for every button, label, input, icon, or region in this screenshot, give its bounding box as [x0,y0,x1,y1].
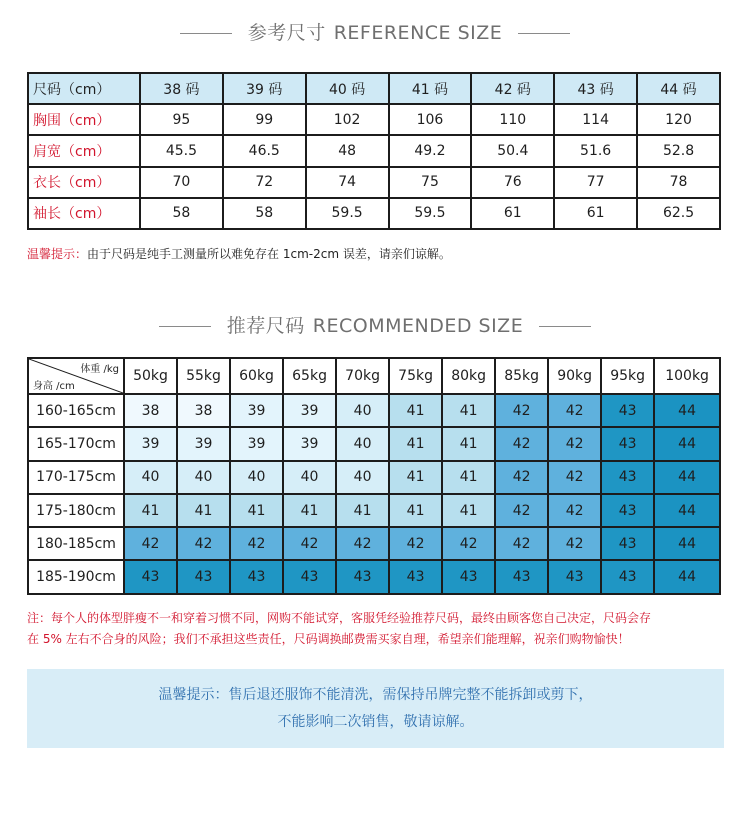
size-cell: 41 [336,494,389,527]
measurement-cell: 78 [637,167,720,198]
size-cell: 43 [495,560,548,593]
measurement-cell: 58 [140,198,223,229]
header-cell-size: 39 码 [223,73,306,104]
size-cell: 44 [654,461,720,494]
size-cell: 42 [230,527,283,560]
size-cell: 43 [601,461,654,494]
size-cell: 38 [177,394,230,427]
size-cell: 43 [389,560,442,593]
disclaimer-line-2: 在 5% 左右不合身的风险；我们不承担这些责任，尺码调换邮费需买家自理，希望亲们能理解，祝亲们购物愉快！ [27,632,630,646]
height-label: 160-165cm [28,394,124,427]
table-row [28,494,720,527]
height-label: 175-180cm [28,494,124,527]
measurement-cell: 74 [306,167,389,198]
table-header-row [28,358,720,394]
measurement-cell: 59.5 [306,198,389,229]
measurement-cell: 76 [471,167,554,198]
size-cell: 41 [283,494,336,527]
size-cell: 43 [601,560,654,593]
size-cell: 44 [654,494,720,527]
corner-weight-label: 体重 /kg [80,364,119,375]
title-divider-left [159,326,211,327]
measurement-cell: 58 [223,198,306,229]
measurement-note-text: 由于尺码是纯手工测量所以难免存在 1cm-2cm 误差，请亲们谅解。 [87,247,451,261]
size-cell: 42 [124,527,177,560]
size-cell: 42 [495,494,548,527]
measurement-cell: 106 [389,104,472,135]
size-cell: 42 [495,527,548,560]
size-cell: 43 [230,560,283,593]
reference-title [0,18,750,45]
measurement-cell: 46.5 [223,135,306,166]
measurement-cell: 70 [140,167,223,198]
measurement-note [27,245,451,262]
size-cell: 40 [336,427,389,460]
height-label: 180-185cm [28,527,124,560]
size-cell: 42 [283,527,336,560]
weight-header-cell: 60kg [230,358,283,394]
weight-header-cell: 55kg [177,358,230,394]
size-cell: 43 [283,560,336,593]
size-cell: 43 [601,394,654,427]
table-row [28,198,720,229]
size-cell: 42 [495,461,548,494]
size-cell: 42 [442,527,495,560]
size-cell: 39 [230,427,283,460]
size-cell: 40 [177,461,230,494]
size-cell: 42 [495,394,548,427]
size-cell: 39 [124,427,177,460]
weight-header-cell: 50kg [124,358,177,394]
reference-title-en: REFERENCE SIZE [333,22,503,44]
table-row [28,461,720,494]
reference-title-zh: 参考尺寸 [247,22,326,44]
weight-header-cell: 100kg [654,358,720,394]
header-cell-size: 43 码 [554,73,637,104]
recommended-title-en: RECOMMENDED SIZE [312,315,524,337]
size-cell: 42 [336,527,389,560]
header-cell-size: 40 码 [306,73,389,104]
size-cell: 41 [389,427,442,460]
weight-header-cell: 90kg [548,358,601,394]
size-cell: 39 [177,427,230,460]
size-cell: 41 [177,494,230,527]
size-cell: 42 [548,494,601,527]
header-cell-size-label: 尺码（cm） [28,73,140,104]
header-cell-size: 42 码 [471,73,554,104]
table-header-row [28,73,720,104]
after-sales-tip-box [27,669,724,748]
table-row [28,135,720,166]
measurement-cell: 95 [140,104,223,135]
height-label: 185-190cm [28,560,124,593]
recommended-title [0,311,750,338]
size-cell: 42 [548,461,601,494]
size-cell: 43 [336,560,389,593]
size-cell: 43 [601,494,654,527]
title-divider-right [518,33,570,34]
size-cell: 41 [389,394,442,427]
measurement-cell: 50.4 [471,135,554,166]
title-divider-right [539,326,591,327]
measurement-label: 胸围（cm） [28,104,140,135]
size-cell: 41 [124,494,177,527]
size-cell: 39 [283,394,336,427]
size-cell: 41 [442,461,495,494]
size-cell: 38 [124,394,177,427]
measurement-cell: 102 [306,104,389,135]
measurement-cell: 59.5 [389,198,472,229]
table-corner-cell [28,358,124,394]
header-cell-size: 44 码 [637,73,720,104]
measurement-cell: 77 [554,167,637,198]
measurement-cell: 61 [471,198,554,229]
size-cell: 42 [177,527,230,560]
height-label: 165-170cm [28,427,124,460]
size-cell: 42 [548,527,601,560]
reference-size-table [27,72,721,230]
size-cell: 44 [654,527,720,560]
table-row [28,394,720,427]
weight-header-cell: 85kg [495,358,548,394]
measurement-cell: 72 [223,167,306,198]
measurement-label: 袖长（cm） [28,198,140,229]
weight-header-cell: 65kg [283,358,336,394]
measurement-cell: 120 [637,104,720,135]
size-cell: 43 [601,527,654,560]
size-cell: 44 [654,427,720,460]
title-divider-left [180,33,232,34]
table-row [28,527,720,560]
weight-header-cell: 75kg [389,358,442,394]
height-label: 170-175cm [28,461,124,494]
measurement-cell: 52.8 [637,135,720,166]
tip-line-1: 温馨提示：售后退还服饰不能清洗，需保持吊牌完整不能拆卸或剪下， [158,687,593,703]
size-cell: 40 [336,461,389,494]
header-cell-size: 38 码 [140,73,223,104]
recommendation-disclaimer [27,608,727,650]
recommended-title-zh: 推荐尺码 [226,315,305,337]
table-row [28,104,720,135]
weight-header-cell: 95kg [601,358,654,394]
table-row [28,167,720,198]
size-cell: 41 [442,494,495,527]
measurement-cell: 49.2 [389,135,472,166]
size-cell: 42 [389,527,442,560]
measurement-note-prefix: 温馨提示： [27,247,88,261]
size-cell: 42 [548,427,601,460]
recommended-size-table [27,357,721,595]
size-cell: 43 [177,560,230,593]
measurement-cell: 110 [471,104,554,135]
size-cell: 40 [283,461,336,494]
measurement-cell: 48 [306,135,389,166]
measurement-cell: 62.5 [637,198,720,229]
size-cell: 41 [442,427,495,460]
measurement-cell: 61 [554,198,637,229]
size-cell: 43 [124,560,177,593]
measurement-cell: 45.5 [140,135,223,166]
weight-header-cell: 70kg [336,358,389,394]
corner-height-label: 身高 /cm [33,381,75,392]
size-cell: 39 [230,394,283,427]
measurement-cell: 99 [223,104,306,135]
size-cell: 40 [336,394,389,427]
weight-header-cell: 80kg [442,358,495,394]
size-cell: 40 [230,461,283,494]
measurement-label: 衣长（cm） [28,167,140,198]
header-cell-size: 41 码 [389,73,472,104]
size-cell: 42 [495,427,548,460]
size-cell: 44 [654,394,720,427]
size-cell: 43 [442,560,495,593]
tip-line-2: 不能影响二次销售，敬请谅解。 [277,714,474,730]
measurement-cell: 114 [554,104,637,135]
measurement-label: 肩宽（cm） [28,135,140,166]
measurement-cell: 51.6 [554,135,637,166]
size-cell: 41 [389,461,442,494]
size-cell: 44 [654,560,720,593]
size-cell: 39 [283,427,336,460]
size-cell: 40 [124,461,177,494]
table-row [28,560,720,593]
size-cell: 42 [548,394,601,427]
size-cell: 43 [548,560,601,593]
size-cell: 43 [601,427,654,460]
table-row [28,427,720,460]
size-cell: 41 [230,494,283,527]
measurement-cell: 75 [389,167,472,198]
size-cell: 41 [389,494,442,527]
disclaimer-line-1: 注：每个人的体型胖瘦不一和穿着习惯不同，网购不能试穿，客服凭经验推荐尺码，最终由顾客您自己决定，尺码会存 [27,611,652,625]
size-cell: 41 [442,394,495,427]
